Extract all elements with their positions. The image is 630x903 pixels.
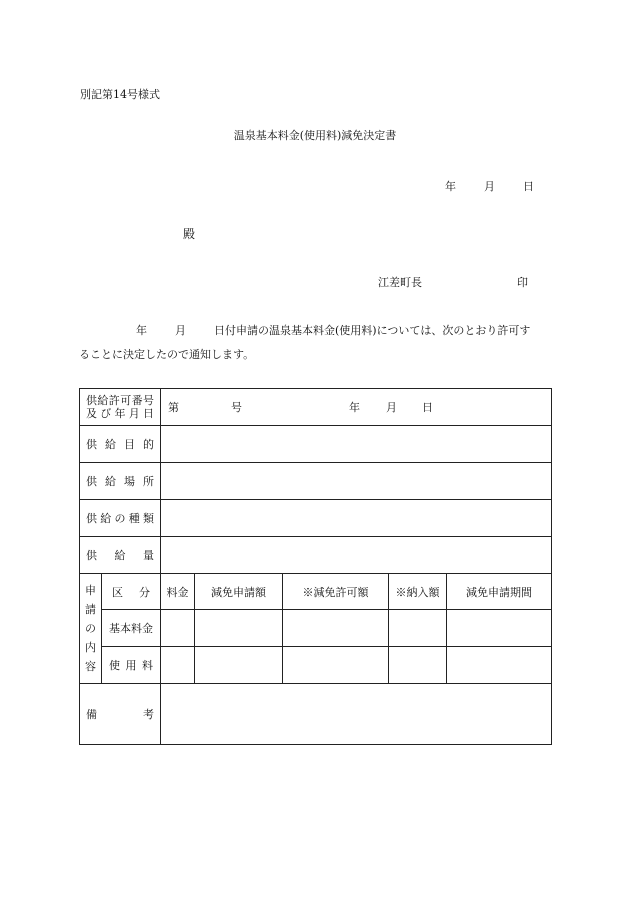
usage-period-cell[interactable] bbox=[447, 647, 552, 684]
issue-date bbox=[445, 178, 534, 194]
permit-value[interactable] bbox=[161, 389, 552, 426]
place-label: 供給場所 bbox=[86, 475, 154, 488]
seal-mark: 印 bbox=[517, 276, 528, 289]
application-header-row bbox=[80, 574, 552, 610]
usage-fee-row bbox=[80, 647, 552, 684]
body-paragraph-line1 bbox=[136, 322, 530, 338]
basic-pay-cell[interactable] bbox=[389, 610, 447, 647]
remarks-label: 備考 bbox=[86, 708, 154, 721]
permit-label-line1: 供給許可番号 bbox=[86, 394, 154, 407]
type-row bbox=[80, 500, 552, 537]
purpose-label-cell bbox=[80, 426, 161, 463]
basic-fee-row bbox=[80, 610, 552, 647]
col-period: 減免申請期間 bbox=[447, 574, 552, 610]
amount-label-cell bbox=[80, 537, 161, 574]
remarks-value[interactable] bbox=[161, 684, 552, 745]
application-content-label bbox=[80, 574, 102, 684]
type-value[interactable] bbox=[161, 500, 552, 537]
usage-request-cell[interactable] bbox=[195, 647, 283, 684]
permit-month: 月 bbox=[386, 401, 397, 414]
basic-permit-cell[interactable] bbox=[283, 610, 389, 647]
remarks-row bbox=[80, 684, 552, 745]
basic-fee-cell[interactable] bbox=[161, 610, 195, 647]
sender-name: 江差町長 bbox=[378, 276, 422, 289]
purpose-value[interactable] bbox=[161, 426, 552, 463]
place-value[interactable] bbox=[161, 463, 552, 500]
permit-day: 日 bbox=[422, 401, 433, 414]
usage-fee-cell[interactable] bbox=[161, 647, 195, 684]
basic-request-cell[interactable] bbox=[195, 610, 283, 647]
addressee-suffix: 殿 bbox=[183, 227, 196, 241]
document-title: 温泉基本料金(使用料)減免決定書 bbox=[233, 129, 397, 142]
amount-label: 供給量 bbox=[86, 549, 154, 562]
amount-row bbox=[80, 537, 552, 574]
type-label-cell bbox=[80, 500, 161, 537]
permit-label-line2: 及び年月日 bbox=[86, 407, 154, 420]
form-number: 別記第14号様式 bbox=[80, 88, 160, 101]
col-fee: 料金 bbox=[161, 574, 195, 610]
permit-label bbox=[80, 389, 161, 426]
basic-period-cell[interactable] bbox=[447, 610, 552, 647]
amount-value[interactable] bbox=[161, 537, 552, 574]
body-paragraph-line2: ることに決定したので通知します。 bbox=[79, 348, 255, 361]
para-year: 年 bbox=[136, 324, 147, 337]
remarks-label-cell bbox=[80, 684, 161, 745]
usage-pay-cell[interactable] bbox=[389, 647, 447, 684]
place-label-cell bbox=[80, 463, 161, 500]
date-month-label: 月 bbox=[484, 180, 495, 193]
row-basic-label: 基本料金 bbox=[102, 610, 161, 647]
para-rest: 日付申請の温泉基本料金(使用料)については、次のとおり許可す bbox=[214, 324, 531, 337]
type-label: 供給の種類 bbox=[86, 512, 154, 525]
decision-table bbox=[79, 388, 552, 745]
purpose-row bbox=[80, 426, 552, 463]
col-pay: ※納入額 bbox=[389, 574, 447, 610]
col-permit: ※減免許可額 bbox=[283, 574, 389, 610]
permit-row bbox=[80, 389, 552, 426]
col-request: 減免申請額 bbox=[195, 574, 283, 610]
usage-permit-cell[interactable] bbox=[283, 647, 389, 684]
row-usage-label-cell bbox=[102, 647, 161, 684]
row-usage-label: 使用料 bbox=[109, 659, 153, 672]
permit-go: 号 bbox=[231, 401, 242, 414]
division-label: 区分 bbox=[112, 585, 150, 599]
date-year-label: 年 bbox=[445, 180, 456, 193]
date-day-label: 日 bbox=[523, 180, 534, 193]
para-month: 月 bbox=[175, 324, 186, 337]
permit-dai: 第 bbox=[168, 401, 179, 414]
permit-year: 年 bbox=[349, 401, 360, 414]
purpose-label: 供給目的 bbox=[86, 438, 154, 451]
place-row bbox=[80, 463, 552, 500]
division-label-cell bbox=[102, 574, 161, 610]
application-content-text: 申請の内容 bbox=[85, 584, 96, 673]
